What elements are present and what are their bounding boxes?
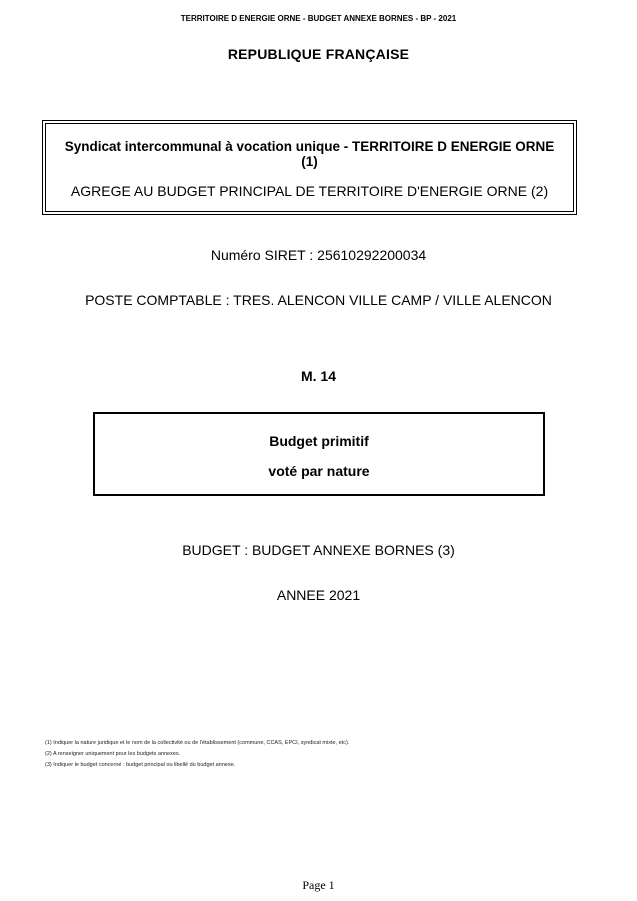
footnote-3: (3) Indiquer le budget concerné : budget principal ou libellé du budget annexe. (45, 762, 236, 768)
footnotes (45, 738, 605, 771)
nomenclature: M. 14 (300, 368, 336, 384)
running-header: TERRITOIRE D ENERGIE ORNE - BUDGET ANNEXE BORNES - BP - 2021 (180, 14, 457, 23)
budget-type: Budget primitif (269, 433, 369, 449)
footnote-1: (1) Indiquer la nature juridique et le nom de la collectivité ou de l'établissement (commune, CCAS, EPCI, syndicat mixte, etc). (45, 740, 350, 746)
budget-vote-mode: voté par nature (268, 463, 370, 479)
page-number: Page 1 (302, 878, 335, 892)
organization-agrege: AGREGE AU BUDGET PRINCIPAL DE TERRITOIRE D'ENERGIE ORNE (2) (70, 183, 549, 199)
footnote-2: (2) A renseigner uniquement pour les budgets annexes. (45, 751, 181, 757)
organization-box (42, 120, 577, 215)
budget-name: BUDGET : BUDGET ANNEXE BORNES (3) (182, 542, 455, 558)
organization-name: Syndicat intercommunal à vocation unique - TERRITOIRE D ENERGIE ORNE (1) (64, 139, 555, 169)
budget-year: ANNEE 2021 (276, 587, 361, 603)
republique-title: REPUBLIQUE FRANÇAISE (227, 46, 410, 62)
poste-comptable: POSTE COMPTABLE : TRES. ALENCON VILLE CAMP / VILLE ALENCON (85, 292, 552, 308)
siret-number: Numéro SIRET : 25610292200034 (210, 247, 427, 263)
budget-type-box (93, 412, 545, 496)
